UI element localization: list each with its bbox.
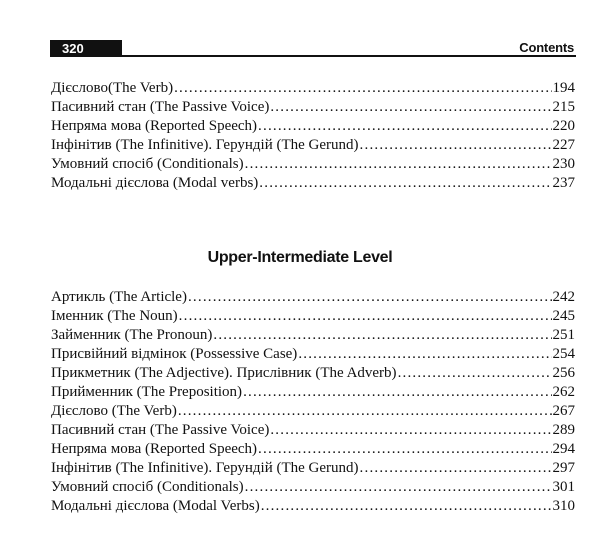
toc-leader-dots — [298, 346, 551, 363]
toc-entry-label: Модальні дієслова (Modal verbs) — [51, 175, 259, 191]
toc-entry — [51, 498, 575, 517]
toc-entry-label: Пасивний стан (The Passive Voice) — [51, 422, 270, 438]
toc-entry-page: 230 — [552, 156, 575, 172]
toc-entry-label: Дієслово(The Verb) — [51, 80, 174, 96]
toc-leader-dots — [213, 327, 551, 344]
toc-entry — [51, 327, 575, 346]
toc-leader-dots — [360, 137, 552, 154]
toc-entry — [51, 422, 575, 441]
toc-leader-dots — [174, 80, 551, 97]
page-header — [50, 40, 576, 57]
toc-entry-page: 242 — [552, 289, 575, 305]
toc-entry-label: Модальні дієслова (Modal Verbs) — [51, 498, 260, 514]
toc-leader-dots — [259, 175, 551, 192]
toc-leader-dots — [178, 403, 552, 420]
toc-leader-dots — [270, 99, 551, 116]
toc-entry-label: Дієслово (The Verb) — [51, 403, 177, 419]
toc-entry-label: Прикметник (The Adjective). Прислівник (The Adverb) — [51, 365, 397, 381]
toc-entry — [51, 384, 575, 403]
toc-entry-page: 227 — [552, 137, 575, 153]
toc-entry-label: Присвійний відмінок (Possessive Case) — [51, 346, 298, 362]
toc-entry-page: 267 — [552, 403, 575, 419]
toc-entry — [51, 99, 575, 118]
page-number: 320 — [50, 40, 122, 57]
toc-entry-label: Пасивний стан (The Passive Voice) — [51, 99, 270, 115]
toc-entry-label: Артикль (The Article) — [51, 289, 187, 305]
toc-entry-label: Прийменник (The Preposition) — [51, 384, 243, 400]
toc-leader-dots — [261, 498, 552, 515]
toc-leader-dots — [179, 308, 552, 325]
toc-entry — [51, 441, 575, 460]
toc-entry — [51, 403, 575, 422]
toc-entry-page: 262 — [552, 384, 575, 400]
toc-entry-page: 310 — [552, 498, 575, 514]
toc-leader-dots — [243, 384, 551, 401]
toc-entry-page: 301 — [552, 479, 575, 495]
toc-entry — [51, 175, 575, 194]
toc-entry — [51, 308, 575, 327]
toc-entry-page: 215 — [552, 99, 575, 115]
toc-entry — [51, 156, 575, 175]
toc-entry — [51, 479, 575, 498]
toc-entry — [51, 80, 575, 99]
toc-leader-dots — [258, 118, 551, 135]
toc-entry-label: Непряма мова (Reported Speech) — [51, 118, 258, 134]
toc-list-intermediate — [51, 80, 575, 194]
toc-entry-label: Інфінітив (The Infinitive). Герундій (The Gerund) — [51, 137, 359, 153]
toc-entry — [51, 137, 575, 156]
toc-leader-dots — [245, 479, 552, 496]
toc-leader-dots — [245, 156, 552, 173]
toc-leader-dots — [398, 365, 552, 382]
toc-entry-page: 254 — [552, 346, 575, 362]
toc-entry-label: Інфінітив (The Infinitive). Герундій (The Gerund) — [51, 460, 359, 476]
toc-entry-label: Займенник (The Pronoun) — [51, 327, 213, 343]
toc-leader-dots — [188, 289, 552, 306]
toc-entry-page: 220 — [552, 118, 575, 134]
toc-entry — [51, 460, 575, 479]
toc-entry — [51, 118, 575, 137]
toc-entry-page: 289 — [552, 422, 575, 438]
toc-entry-label: Іменник (The Noun) — [51, 308, 178, 324]
toc-leader-dots — [270, 422, 551, 439]
toc-leader-dots — [360, 460, 552, 477]
toc-entry-page: 256 — [552, 365, 575, 381]
header-rule — [122, 40, 576, 57]
toc-entry-page: 297 — [552, 460, 575, 476]
toc-list-upper-intermediate — [51, 289, 575, 517]
toc-entry-page: 294 — [552, 441, 575, 457]
toc-entry-page: 251 — [552, 327, 575, 343]
toc-entry-label: Умовний спосіб (Conditionals) — [51, 156, 244, 172]
toc-entry-page: 237 — [552, 175, 575, 191]
header-title: Contents — [519, 40, 574, 55]
toc-entry-label: Непряма мова (Reported Speech) — [51, 441, 258, 457]
toc-entry — [51, 346, 575, 365]
toc-entry-page: 245 — [552, 308, 575, 324]
toc-entry — [51, 289, 575, 308]
toc-entry-page: 194 — [552, 80, 575, 96]
toc-entry — [51, 365, 575, 384]
section-heading: Upper-Intermediate Level — [207, 249, 393, 266]
toc-leader-dots — [258, 441, 551, 458]
toc-entry-label: Умовний спосіб (Conditionals) — [51, 479, 244, 495]
